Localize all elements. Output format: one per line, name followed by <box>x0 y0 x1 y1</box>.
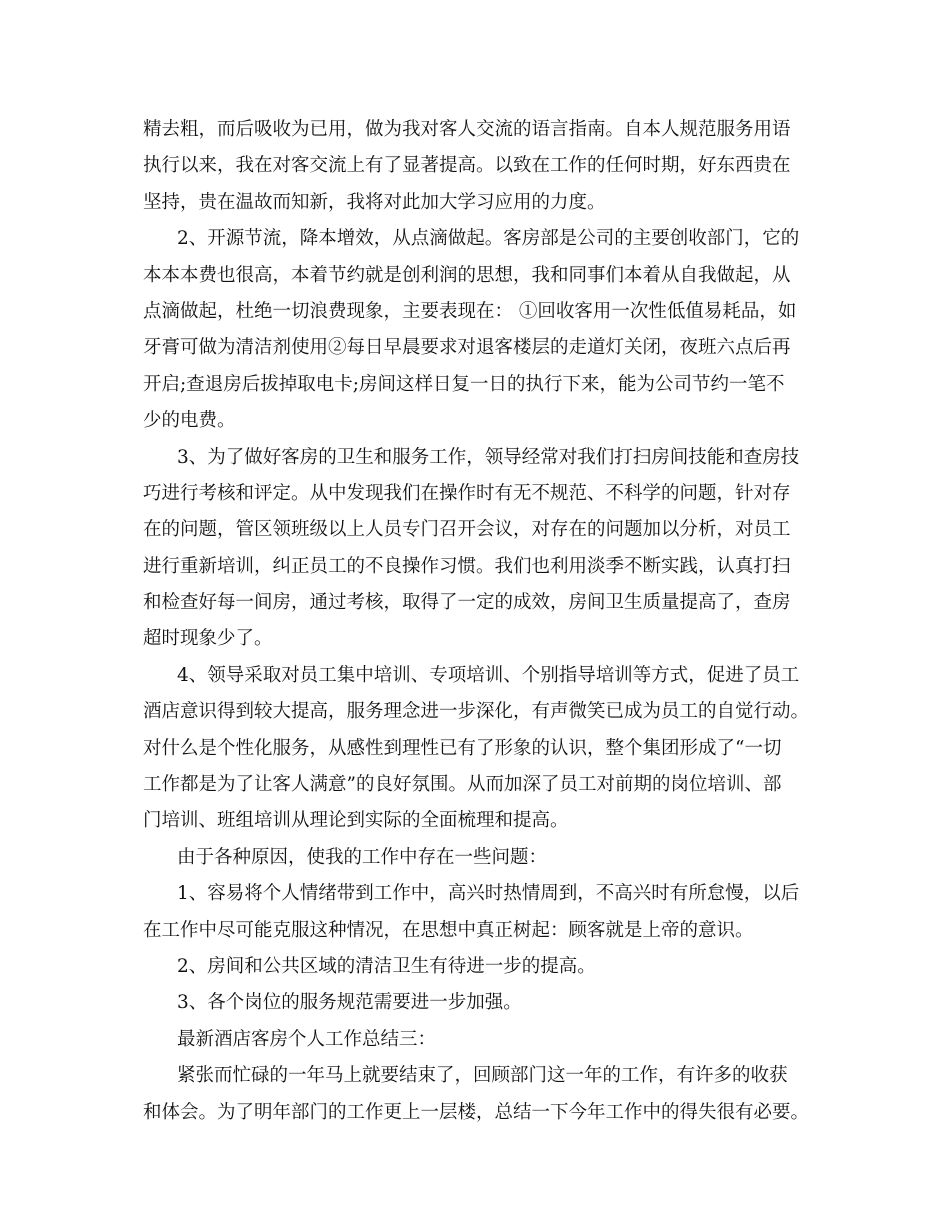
text-line: 超时现象少了。 <box>143 628 273 650</box>
text-line: 紧张而忙碌的一年马上就要结束了，回顾部门这一年的工作，有许多的收获 <box>177 1065 788 1087</box>
text-line: 少的电费。 <box>143 410 236 432</box>
text-line: 最新酒店客房个人工作总结三： <box>177 1028 437 1050</box>
text-line: 门培训、班组培训从理论到实际的全面梳理和提高。 <box>143 810 569 832</box>
text-line: 2、房间和公共区域的清洁卫生有待进一步的提高。 <box>177 955 596 977</box>
document-body-text <box>143 112 811 1131</box>
text-line: 酒店意识得到较大提高，服务理念进一步深化，有声微笑已成为员工的自觉行动。 <box>143 701 810 723</box>
text-line: 在工作中尽可能克服这种情况，在思想中真正树起：顾客就是上帝的意识。 <box>143 919 754 941</box>
text-line: 巧进行考核和评定。从中发现我们在操作时有无不规范、不科学的问题，针对存 <box>143 482 791 504</box>
text-line: 坚持，贵在温故而知新，我将对此加大学习应用的力度。 <box>143 191 606 213</box>
text-line: 开启;查退房后拔掉取电卡;房间这样日复一日的执行下来，能为公司节约一笔不 <box>143 373 785 395</box>
text-line: 精去粗，而后吸收为已用，做为我对客人交流的语言指南。自本人规范服务用语 <box>143 119 791 140</box>
text-line: 3、为了做好客房的卫生和服务工作，领导经常对我们打扫房间技能和查房技 <box>177 446 800 468</box>
text-line: 1、容易将个人情绪带到工作中，高兴时热情周到，不高兴时有所怠慢，以后 <box>177 883 800 905</box>
text-line: 由于各种原因，使我的工作中存在一些问题： <box>177 846 548 868</box>
text-line: 牙膏可做为清洁剂使用②每日早晨要求对退客楼层的走道灯关闭，夜班六点后再 <box>143 337 791 359</box>
text-line: 执行以来，我在对客交流上有了显著提高。以致在工作的任何时期，好东西贵在 <box>143 155 791 177</box>
text-line: 本本本费也很高，本着节约就是创利润的思想，我和同事们本着从自我做起，从 <box>143 264 791 286</box>
text-line: 3、各个岗位的服务规范需要进一步加强。 <box>177 992 522 1014</box>
text-line: 和体会。为了明年部门的工作更上一层楼，总结一下今年工作中的得失很有必要。 <box>143 1101 810 1123</box>
text-line: 4、领导采取对员工集中培训、专项培训、个别指导培训等方式，促进了员工 <box>177 664 800 686</box>
text-line: 进行重新培训，纠正员工的不良操作习惯。我们也利用淡季不断实践，认真打扫 <box>143 555 791 577</box>
text-line: 点滴做起，杜绝一切浪费现象，主要表现在： ①回收客用一次性低值易耗品，如 <box>143 300 797 322</box>
text-line: 工作都是为了让客人满意”的良好氛围。从而加深了员工对前期的岗位培训、部 <box>143 774 782 796</box>
text-line: 2、开源节流，降本增效，从点滴做起。客房部是公司的主要创收部门，它的 <box>177 228 800 250</box>
text-line: 在的问题，管区领班级以上人员专门召开会议，对存在的问题加以分析，对员工 <box>143 519 791 541</box>
text-line: 和检查好每一间房，通过考核，取得了一定的成效，房间卫生质量提高了，查房 <box>143 592 791 614</box>
text-line: 对什么是个性化服务，从感性到理性已有了形象的认识，整个集团形成了“一切 <box>143 737 782 759</box>
